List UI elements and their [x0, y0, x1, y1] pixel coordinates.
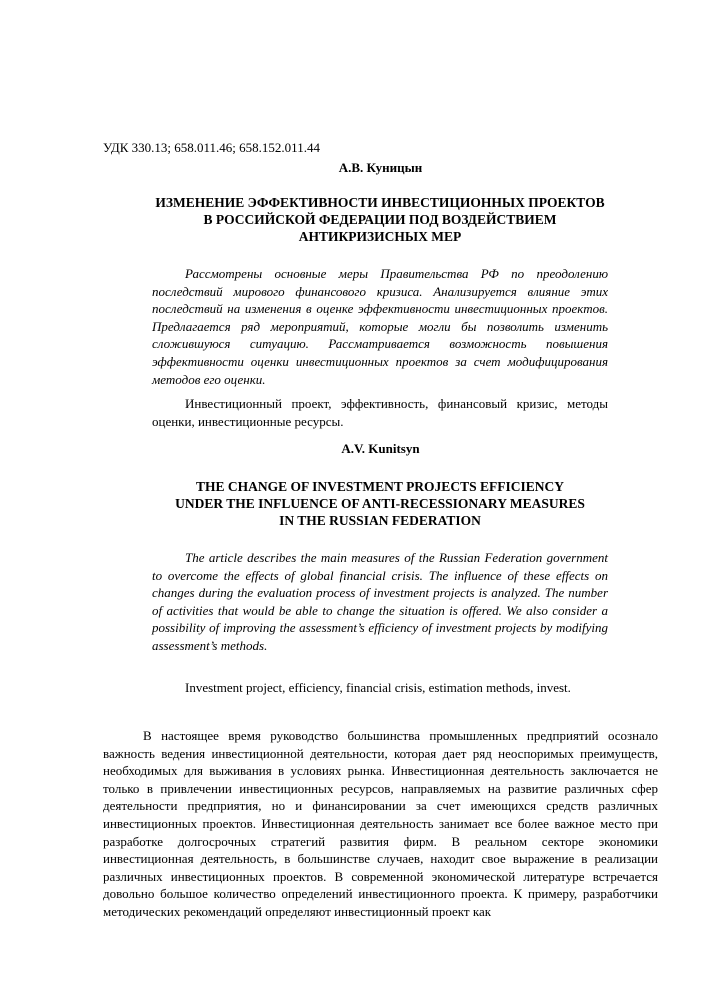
title-ru — [120, 194, 640, 245]
title-ru-line: АНТИКРИЗИСНЫХ МЕР — [298, 229, 462, 244]
body-paragraph: В настоящее время руководство большинства промышленных предприятий осознало важность ведения инвестиционной деятельности, которая дает ряд неоспоримых преимуществ, необходимых для выживания в условиях рынка. Инвестиционная деятельность заключается не только в привлечении инвестиционных ресурсов, направляемых на развитие различных сфер деятельности предприятия, но и финансировании за счет имеющихся средств различных инвестиционных проектов. Инвестиционная деятельность занимает все более важное место при разработке долгосрочных стратегий развития фирм. В реальном секторе экономики инвестиционная деятельность, в большинстве случаев, находит свое выражение в реализации различных инвестиционных проектов. В современной экономической литературе встречается довольно большое количество определений инвестиционного проекта. К примеру, разработчики методических рекомендаций определяют инвестиционный проект как — [103, 728, 658, 919]
abstract-ru: Рассмотрены основные меры Правительства РФ по преодолению последствий мирового финансового кризиса. Анализируется влияние этих последствий на изменения в оценке эффективности инвестиционных проектов. Предлагается ряд мероприятий, которые могли бы позволить изменить сложившуюся ситуацию. Рассматривается возможность повышения эффективности оценки инвестиционных проектов за счет модифицирования методов его оценки. — [152, 266, 608, 387]
author-ru: А.В. Куницын — [338, 160, 423, 175]
keywords-ru: Инвестиционный проект, эффективность, финансовый кризис, методы оценки, инвестиционные ресурсы. — [152, 396, 608, 429]
title-en-line: THE CHANGE OF INVESTMENT PROJECTS EFFICIENCY — [196, 479, 564, 494]
title-en — [120, 478, 640, 529]
title-ru-line: В РОССИЙСКОЙ ФЕДЕРАЦИИ ПОД ВОЗДЕЙСТВИЕМ — [203, 212, 557, 227]
keywords-en: Investment project, efficiency, financial crisis, estimation methods, invest. — [185, 680, 571, 695]
author-en: A.V. Kunitsyn — [341, 441, 420, 456]
udk-code: УДК 330.13; 658.011.46; 658.152.011.44 — [103, 140, 320, 155]
title-en-line: UNDER THE INFLUENCE OF ANTI-RECESSIONARY MEASURES — [175, 496, 585, 511]
abstract-en: The article describes the main measures of the Russian Federation government to overcome the effects of global financial crisis. The influence of these effects on changes during the evaluation process of investment projects is analyzed. The number of activities that would be able to change the situation is offered. We also consider a possibility of improving the assessment’s efficiency of investment projects by modifying assessment’s methods. — [152, 550, 608, 653]
title-en-line: IN THE RUSSIAN FEDERATION — [279, 513, 481, 528]
title-ru-line: ИЗМЕНЕНИЕ ЭФФЕКТИВНОСТИ ИНВЕСТИЦИОННЫХ ПРОЕКТОВ — [155, 195, 605, 210]
